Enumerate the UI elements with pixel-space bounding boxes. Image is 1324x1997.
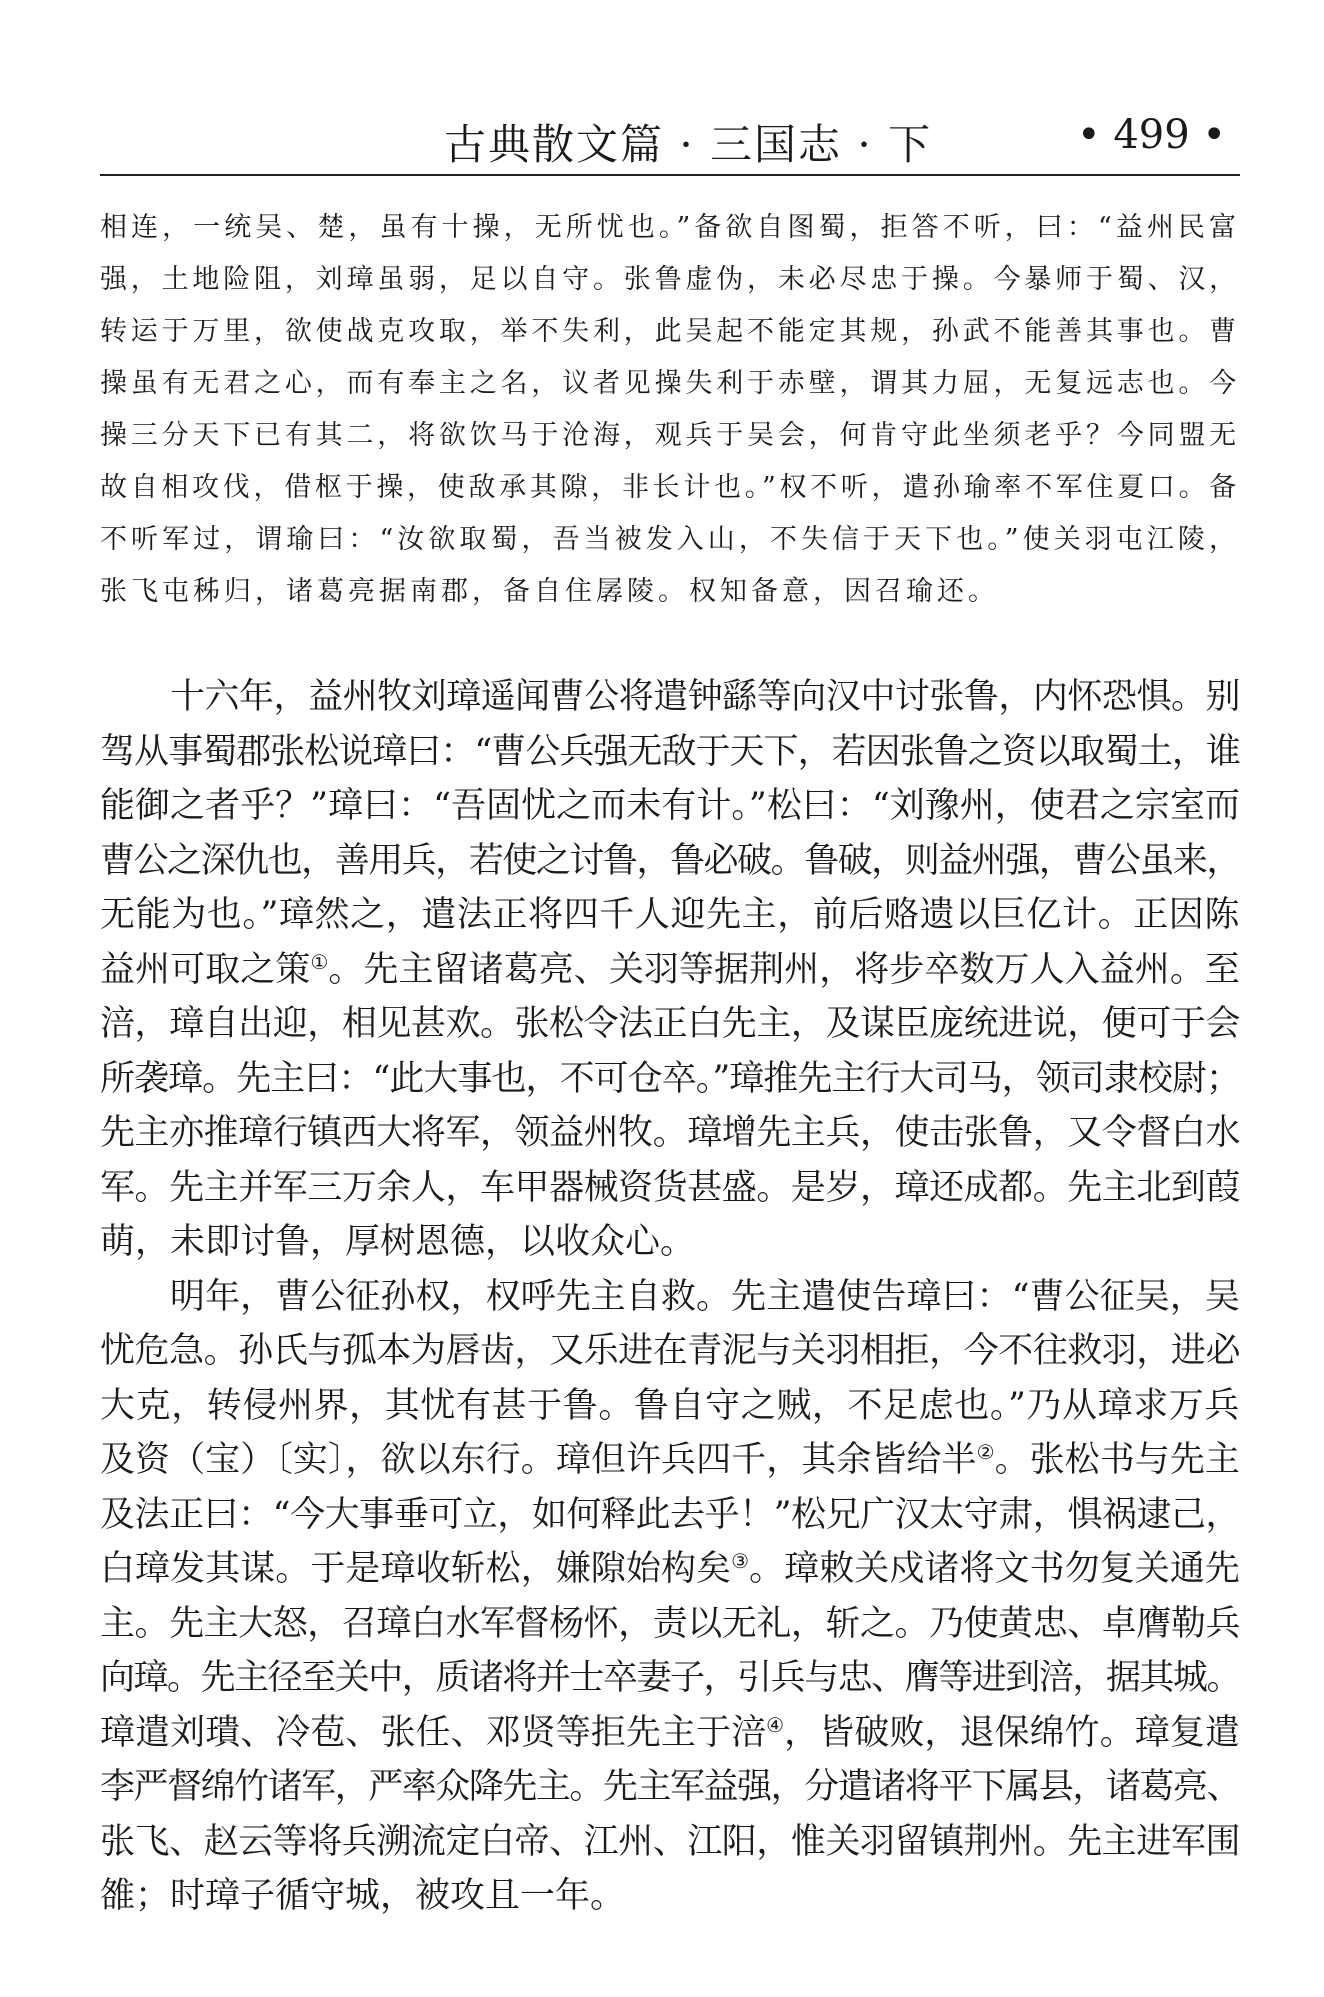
- footnote-marker: ④: [766, 1712, 785, 1737]
- text-run: 军。先主并军三万余人，车甲器械资货甚盛。是岁，璋还成都。先主北到葭: [100, 1167, 1240, 1208]
- text-run: 向璋。先主径至关中，质诸将并士卒妻子，引兵与忠、膺等进到涪，据其城。: [100, 1658, 1240, 1698]
- text-run: ，皆破败，退保绵竹。璋复遣: [784, 1712, 1240, 1753]
- body-line: [100, 1542, 1240, 1597]
- text-run: 无能为也。”璋然之，遣法正将四千人迎先主，前后赂遗以巨亿计。正因陈: [100, 895, 1240, 935]
- body-line: [100, 943, 1240, 998]
- quote-line: 操虽有无君之心，而有奉主之名，议者见操失利于赤壁，谓其力屈，无复远志也。今: [100, 368, 1240, 399]
- text-run: 璋遣刘璝、冷苞、张任、邓贤等拒先主于涪: [100, 1712, 767, 1753]
- body-line: [100, 779, 1240, 834]
- main-text: [100, 670, 1240, 1924]
- body-line: [100, 670, 1240, 725]
- body-line: [100, 1815, 1240, 1870]
- quote-line: 张飞屯秭归，诸葛亮据南郡，备自住孱陵。权知备意，因召瑜还。: [100, 576, 999, 607]
- text-run: 十六年，益州牧刘璋遥闻曹公将遣钟繇等向汉中讨张鲁，内怀恐惧。别: [170, 677, 1240, 717]
- page-number: • 499 •: [1077, 112, 1226, 158]
- footnote-marker: ③: [731, 1549, 750, 1573]
- running-title: 古典散文篇 · 三国志 · 下: [444, 120, 933, 169]
- body-line: [100, 1379, 1240, 1434]
- quote-line: 强，土地险阻，刘璋虽弱，足以自守。张鲁虚伪，未必尽忠于操。今暴师于蜀、汉，: [100, 264, 1240, 295]
- text-run: 萌，未即讨鲁，厚树恩德，以收众心。: [100, 1222, 696, 1262]
- text-run: 驾从事蜀郡张松说璋曰：“曹公兵强无敌于天下，若因张鲁之资以取蜀土，谁: [100, 731, 1240, 772]
- body-line: [100, 1161, 1240, 1216]
- text-run: 益州可取之策: [100, 949, 311, 990]
- body-line: [100, 1760, 1240, 1815]
- text-run: 先主亦推璋行镇西大将军，领益州牧。璋增先主兵，使击张鲁，又令督白水: [100, 1113, 1240, 1153]
- quoted-passage: [100, 202, 1240, 618]
- text-run: 及法正曰：“今大事垂可立，如何释此去乎！”松兄广汉太守肃，惧祸逮己，: [100, 1494, 1240, 1535]
- text-run: 主。先主大怒，召璋白水军督杨怀，责以无礼，斩之。乃使黄忠、卓膺勒兵: [100, 1603, 1240, 1644]
- quote-line: 操三分天下已有其二，将欲饮马于沧海，观兵于吴会，何肯守此坐须老乎？今同盟无: [100, 420, 1240, 451]
- footnote-marker: ②: [976, 1440, 995, 1464]
- body-line: [100, 1052, 1240, 1107]
- text-run: 明年，曹公征孙权，权呼先主自救。先主遣使告璋曰：“曹公征吴，吴: [170, 1276, 1240, 1317]
- quote-line: 相连，一统吴、楚，虽有十操，无所忧也。”备欲自图蜀，拒答不听，曰：“益州民富: [100, 212, 1240, 243]
- body-line: [100, 1651, 1240, 1706]
- body-line: [100, 1488, 1240, 1543]
- body-line: [100, 1324, 1240, 1379]
- text-run: 所袭璋。先主曰：“此大事也，不可仓卒。”璋推先主行大司马，领司隶校尉；: [100, 1058, 1240, 1099]
- text-run: 张飞、赵云等将兵溯流定白帝、江州、江阳，惟关羽留镇荆州。先主进军围: [100, 1821, 1240, 1862]
- text-run: 。张松书与先主: [994, 1440, 1240, 1480]
- body-line: [100, 1597, 1240, 1652]
- quote-line: 不听军过，谓瑜曰：“汝欲取蜀，吾当被发入山，不失信于天下也。”使关羽屯江陵，: [100, 524, 1240, 555]
- text-run: 曹公之深仇也，善用兵，若使之讨鲁，鲁必破。鲁破，则益州强，曹公虽来，: [100, 840, 1240, 881]
- text-run: 。璋敕关戍诸将文书勿复关通先: [749, 1549, 1240, 1589]
- text-run: 。先主留诸葛亮、关羽等据荆州，将步卒数万人入益州。至: [328, 949, 1240, 990]
- text-run: 能御之者乎？”璋曰：“吾固忧之而未有计。”松曰：“刘豫州，使君之宗室而: [100, 786, 1240, 826]
- page-header: [100, 98, 1240, 176]
- footnote-marker: ①: [310, 949, 329, 974]
- body-line: [100, 834, 1240, 889]
- body-line: [100, 1869, 1240, 1924]
- body-line: [100, 997, 1240, 1052]
- text-run: 白璋发其谋。于是璋收斩松，嫌隙始构矣: [100, 1549, 732, 1589]
- text-run: 雒；时璋子循守城，被攻且一年。: [100, 1876, 626, 1916]
- text-run: 及资（宝）〔实〕，欲以东行。璋但许兵四千，其余皆给半: [100, 1440, 977, 1480]
- body-line: [100, 1106, 1240, 1161]
- text-run: 大克，转侵州界，其忧有甚于鲁。鲁自守之贼，不足虑也。”乃从璋求万兵: [100, 1385, 1240, 1426]
- body-line: [100, 1706, 1240, 1761]
- body-line: [100, 888, 1240, 943]
- quote-line: 转运于万里，欲使战克攻取，举不失利，此吴起不能定其规，孙武不能善其事也。曹: [100, 316, 1240, 347]
- text-run: 涪，璋自出迎，相见甚欢。张松令法正白先主，及谋臣庞统进说，便可于会: [100, 1004, 1240, 1044]
- body-line: [100, 725, 1240, 780]
- text-run: 李严督绵竹诸军，严率众降先主。先主军益强，分遣诸将平下属县，诸葛亮、: [100, 1767, 1240, 1807]
- text-run: 忧危急。孙氏与孤本为唇齿，又乐进在青泥与关羽相拒，今不往救羽，进必: [100, 1331, 1240, 1371]
- body-line: [100, 1433, 1240, 1488]
- body-line: [100, 1270, 1240, 1325]
- quote-line: 故自相攻伐，借枢于操，使敌承其隙，非长计也。”权不听，遣孙瑜率不军住夏口。备: [100, 472, 1240, 503]
- body-line: [100, 1215, 1240, 1270]
